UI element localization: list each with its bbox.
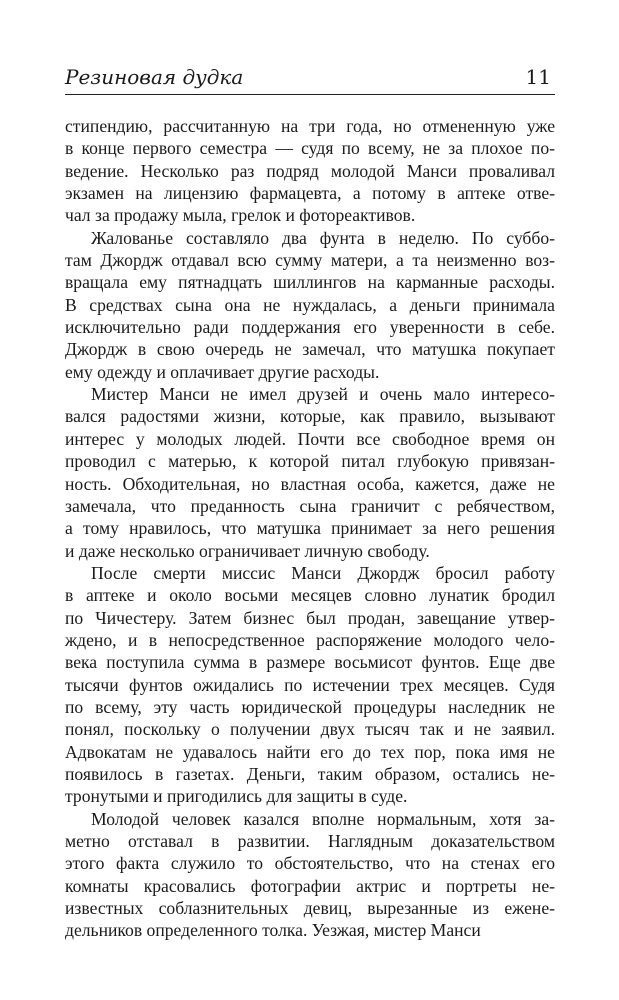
- text-line: ведение. Несколько раз подряд молодой Манси проваливал: [65, 160, 555, 181]
- text-line: в аптеке и около восьми месяцев словно лунатик бродил: [65, 585, 555, 606]
- paragraph: [65, 808, 555, 942]
- text-line: Молодой человек казался вполне нормальным, хотя за-: [91, 808, 555, 829]
- text-line: тысячи фунтов ожидались по истечении трех месяцев. Судя: [65, 674, 555, 695]
- text-line: и даже несколько ограничивает личную свободу.: [65, 540, 430, 561]
- book-page: [65, 62, 555, 942]
- text-line: по Чичестеру. Затем бизнес был продан, завещание утвер-: [65, 607, 555, 628]
- text-line: понял, поскольку о получении двух тысяч так и не заявил.: [65, 719, 555, 740]
- text-line: замечала, что преданность сына граничит с ребячеством,: [65, 495, 555, 516]
- text-line: После смерти миссис Манси Джордж бросил работу: [91, 562, 555, 583]
- text-line: метно отставал в развитии. Наглядным доказательством: [65, 831, 555, 851]
- text-line: этого факта служило то обстоятельство, что на стенах его: [65, 853, 555, 874]
- text-line: Мистер Манси не имел друзей и очень мало интересо-: [91, 384, 555, 405]
- text-line: появилось в газетах. Деньги, таким образом, остались не-: [65, 763, 555, 784]
- text-line: стипендию, рассчитанную на три года, но отмененную уже: [65, 116, 555, 136]
- text-line: Жалованье составляло два фунта в неделю. По суббо-: [91, 227, 555, 248]
- page-number: 11: [525, 65, 551, 89]
- text-line: проводил с матерью, к которой питал глубокую привязан-: [65, 451, 555, 472]
- text-line: по всему, эту часть юридической процедуры наследник не: [65, 696, 555, 717]
- text-line: тронутыми и пригодились для защиты в суде.: [65, 786, 408, 807]
- text-line: комнаты красовались фотографии актрис и портреты не-: [65, 875, 555, 896]
- text-line: интерес у молодых людей. Почти все свободное время он: [65, 428, 555, 449]
- text-line: там Джордж отдавал всю сумму матери, а та неизменно воз-: [65, 250, 555, 271]
- text-line: ность. Обходительная, но властная особа, кажется, даже не: [65, 473, 555, 494]
- text-line: Адвокатам не удавалось найти его до тех пор, пока имя не: [65, 741, 555, 762]
- text-line: вращала ему пятнадцать шиллингов на карманные расходы.: [65, 272, 555, 293]
- text-line: дельников определенного толка. Уезжая, мистер Манси: [65, 920, 481, 941]
- text-line: В средствах сына она не нуждалась, а деньги принимала: [65, 294, 555, 315]
- text-line: исключительно ради поддержания его уверенности в себе.: [65, 317, 555, 338]
- paragraph: [65, 562, 555, 808]
- text-line: вался радостями жизни, которые, как правило, вызывают: [65, 406, 555, 427]
- text-line: экзамен на лицензию фармацевта, а потому в аптеке отве-: [65, 183, 555, 204]
- text-line: чал за продажу мыла, грелок и фотореактивов.: [65, 205, 416, 226]
- text-line: а тому нравилось, что матушка принимает за него решения: [65, 518, 555, 539]
- running-header: [65, 62, 555, 95]
- running-title: Резиновая дудка: [65, 65, 244, 89]
- text-line: известных соблазнительных девиц, вырезанные из еженe-: [65, 898, 555, 919]
- body-text: [65, 115, 555, 942]
- paragraph: [65, 115, 555, 227]
- text-line: Джордж в свою очередь не замечал, что матушка покупает: [65, 339, 555, 360]
- text-line: века поступила сумма в размере восьмисот фунтов. Еще две: [65, 652, 555, 673]
- text-line: в конце первого семестра — судя по всему, не за плохое по-: [65, 138, 555, 159]
- text-line: ждено, и в непосредственное распоряжение молодого чело-: [65, 629, 555, 650]
- paragraph: [65, 383, 555, 562]
- text-line: ему одежду и оплачивает другие расходы.: [65, 361, 380, 382]
- paragraph: [65, 227, 555, 383]
